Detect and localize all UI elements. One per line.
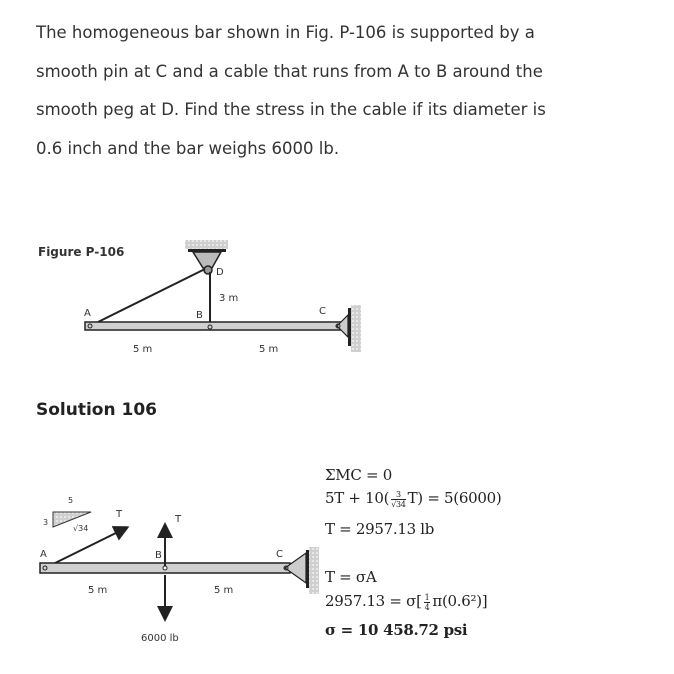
equation-3: T = 2957.13 lb: [325, 520, 435, 538]
eq2-right: T) = 5(6000): [407, 489, 502, 507]
eq2-left: 5T + 10(: [325, 489, 390, 507]
tension-label-a: T: [116, 509, 123, 520]
numerator: 3: [391, 490, 405, 500]
triangle-top-label: 5: [68, 496, 74, 505]
equation-6-result: σ = 10 458.72 psi: [325, 621, 468, 639]
label-span1: 5 m: [133, 344, 153, 355]
denominator: 4: [424, 602, 430, 612]
weight-label: 6000 lb: [141, 633, 179, 644]
fraction: [391, 490, 405, 509]
problem-statement: The homogeneous bar shown in Fig. P-106 is supported by a smooth pin at C and a cable that runs from A to B around the smooth peg at D. Find the stress in the cable if its diameter is 0.6 inch and the bar weighs 6000 lb.: [36, 23, 546, 158]
pin-support-c: [337, 315, 348, 337]
equation-4: T = σA: [325, 568, 377, 586]
fraction: [424, 593, 431, 612]
figure-title: Figure P-106: [38, 245, 125, 259]
eq5-right: π(0.6²)]: [432, 592, 488, 610]
label-c: C: [319, 306, 326, 317]
tension-label-b: T: [175, 514, 182, 525]
denominator: √34: [391, 499, 406, 509]
tension-arrow-a: [45, 528, 126, 568]
fbd-wall: [309, 547, 319, 594]
ceiling: [185, 240, 228, 249]
cable-ad: [90, 269, 205, 326]
label-b: B: [196, 310, 203, 321]
label-a: A: [84, 308, 91, 319]
equation-1: ΣMC = 0: [325, 466, 392, 484]
label-d: D: [216, 267, 224, 278]
eq5-left: 2957.13 = σ[: [325, 592, 422, 610]
triangle-hyp-label: √34: [73, 524, 89, 533]
triangle-side-label: 3: [43, 518, 49, 527]
fbd-span1: 5 m: [88, 585, 108, 596]
fbd-label-a: A: [40, 549, 47, 560]
fbd-label-b: B: [155, 550, 162, 561]
solution-heading: Solution 106: [36, 400, 157, 420]
equation-2: [325, 489, 501, 509]
label-span2: 5 m: [259, 344, 279, 355]
numerator: 1: [424, 592, 430, 602]
fbd-span2: 5 m: [214, 585, 234, 596]
label-height: 3 m: [219, 293, 239, 304]
bar: [85, 322, 345, 330]
wall: [351, 305, 361, 352]
equation-5: [325, 592, 487, 612]
fbd-label-c: C: [276, 549, 283, 560]
